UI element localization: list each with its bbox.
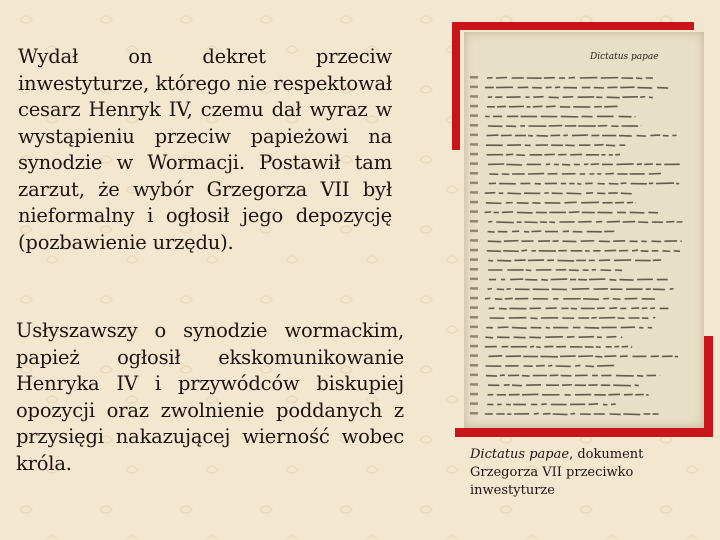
manuscript-line [485,212,658,213]
manuscript-line-number [470,287,478,290]
manuscript-line [488,126,641,127]
manuscript-line [488,356,678,357]
manuscript-line [488,260,661,261]
manuscript-line [485,346,632,347]
manuscript-line-number [470,268,478,271]
manuscript-line [487,250,680,251]
manuscript-line-number [470,258,478,261]
manuscript-line-number [470,105,478,108]
manuscript-line-number [470,374,478,377]
manuscript-line-number [470,201,478,204]
manuscript-line [489,173,661,174]
paragraph-excommunication: Usłyszawszy o synodzie wormackim, papież ogłosił ekskomunikowanie Henryka IV i przywódców biskupiej opozycji oraz zwolnienie poddanych z przysięgi nakazującej wierność wobec króla. [16,319,404,475]
manuscript-image [464,32,704,428]
manuscript-line [487,154,620,155]
manuscript-line [488,270,622,271]
manuscript-line-number [470,191,478,194]
manuscript-line [485,413,659,414]
manuscript-line [487,289,673,290]
frame-right-bar [704,336,713,437]
manuscript-line [485,337,622,338]
manuscript-line [489,279,668,280]
manuscript-line [485,193,632,194]
manuscript-line-number [470,412,478,415]
manuscript-line-number [470,326,478,329]
manuscript-line-number [470,86,478,89]
frame-left-bar [452,22,460,150]
frame-top-bar [452,22,694,30]
manuscript-line [488,385,639,386]
manuscript-line-number [470,335,478,338]
manuscript-line-number [470,134,478,137]
manuscript-line [486,327,652,328]
manuscript-line-number [470,364,478,367]
manuscript-line-number [470,95,478,98]
manuscript-line-number [470,124,478,127]
manuscript-line [485,116,635,117]
manuscript-line-number [470,306,478,309]
manuscript-script-lines [464,32,704,428]
manuscript-line [488,164,680,165]
manuscript-line-number [470,143,478,146]
manuscript-line [488,241,682,242]
manuscript-line [486,365,615,366]
manuscript-line [486,202,636,203]
manuscript-line [490,317,656,318]
manuscript-line-number [470,278,478,281]
manuscript-line-number [470,239,478,242]
manuscript-line [488,97,653,98]
manuscript-line-number [470,316,478,319]
manuscript-line-number [470,383,478,386]
manuscript-line-number [470,210,478,213]
manuscript-line-number [470,402,478,405]
manuscript-line [486,145,625,146]
manuscript-line [487,135,677,136]
manuscript-line [485,87,668,88]
manuscript-line-number [470,354,478,357]
manuscript-line-number [470,230,478,233]
manuscript-line [489,308,669,309]
manuscript-line-number [470,220,478,223]
manuscript-line-number [470,76,478,79]
manuscript-line [487,77,653,78]
image-caption [470,446,690,500]
manuscript-line-number [470,345,478,348]
manuscript-line-number [470,393,478,396]
manuscript-line-number [470,162,478,165]
manuscript-title: Dictatus papae [590,52,659,62]
manuscript-line-number [470,114,478,117]
manuscript-line-number [470,297,478,300]
manuscript-line [488,221,682,222]
manuscript-line [487,106,618,107]
caption-title: Dictatus papae [470,447,570,462]
manuscript-line-number [470,182,478,185]
manuscript-line [486,375,660,376]
paragraph-investiture: Wydał on dekret przeciw inwestyturze, którego nie respektował cesarz Henryk IV, czemu dał wyraz w wystąpieniu przeciw papieżowi na synodzie w Wormacji. Postawił tam zarzut, że wybór Grzegorza VII był nieformalny i ogłosił jego depozycję (pozbawienie urzędu). [18,45,392,254]
manuscript-line [485,298,655,299]
frame-bottom-bar [455,428,713,437]
manuscript-line-number [470,249,478,252]
manuscript-line [487,404,615,405]
manuscript-line [489,183,679,184]
manuscript-line-number [470,153,478,156]
manuscript-line-number [470,172,478,175]
manuscript-line [488,231,615,232]
caption-text: , dokument Grzegorza VII przeciwko inwestyturze [470,447,644,498]
manuscript-line [488,394,649,395]
